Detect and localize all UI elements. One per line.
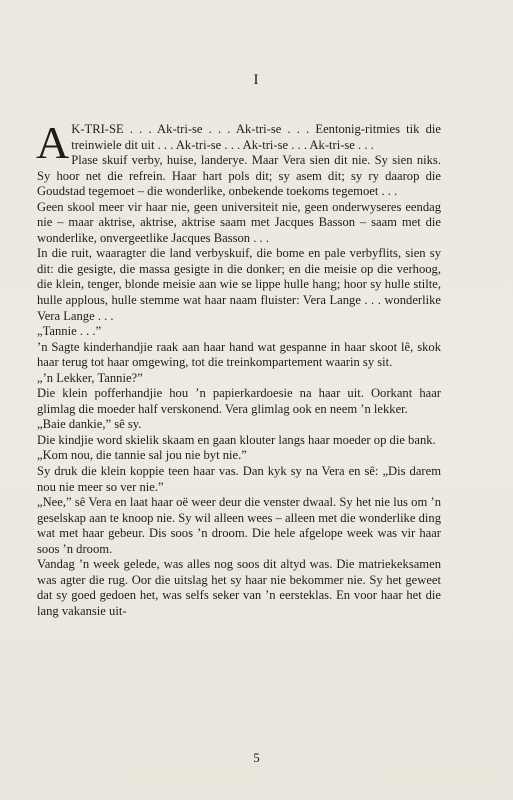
paragraph-8: Die klein pofferhandjie hou ’n papierkardoesie na haar uit. Oorkant haar glimlag die moeder half verskonend. Vera glimlag ook en neem ’n lekker. (37, 386, 441, 416)
paragraph-9: „Baie dankie,” sê sy. (37, 417, 142, 432)
paragraph-6: ’n Sagte kinderhandjie raak aan haar hand wat gespanne in haar skoot lê, skok haar terug tot haar omgewing, tot die treinkompartement waarin sy sit. (37, 339, 441, 370)
paragraph-4: In die ruit, waaragter die land verbyskuif, die bome en pale verbyflits, sien sy dit: die gesigte, die massa gesigte in die donker; en die meisie op die verhoog, die klein, tenger, blonde meisie aan wie se lippe hulle hang; hoor sy hulle stilte, hulle applous, hulle stemme wat haar naam fluister: Vera Lange . . . wonderlike Vera Lange . . . (37, 246, 441, 323)
paragraph-14: Vandag ’n week gelede, was alles nog soos dit altyd was. Die matriekeksamen was agter die rug. Oor die uitslag het sy haar nie bekommer nie. Sy het geweet dat sy goed gedoen het, was selfs seker van ’n eersteklas. En voor haar het die lang vakansie uit- (37, 557, 441, 618)
paragraph-5: „Tannie . . .” (37, 324, 102, 339)
paragraph-1 (36, 117, 441, 168)
paragraph-11: „Kom nou, die tannie sal jou nie byt nie.” (37, 448, 247, 463)
paragraph-10: Die kindjie word skielik skaam en gaan klouter langs haar moeder op die bank. (37, 432, 436, 447)
paragraph-1-text: K-TRI-SE . . . Ak-tri-se . . . Ak-tri-se . . . Eentonig-ritmies tik die treinwiele dit uit . . . Ak-tri-se . . . Ak-tri-se . . . Ak-tri-se . . . (71, 122, 441, 152)
paragraph-12: Sy druk die klein koppie teen haar vas. Dan kyk sy na Vera en sê: „Dis darem nou nie meer so ver nie.” (37, 464, 441, 494)
drop-cap: A (36, 117, 70, 168)
paragraph-3: Geen skool meer vir haar nie, geen universiteit nie, geen onderwyseres eendag nie – maar aktrise, aktrise, aktrise saam met Jacques Basson – saam met die wonderlike, onvergeetlike Jacques Basson . . . (37, 199, 441, 245)
paragraph-7: „’n Lekker, Tannie?” (37, 370, 143, 385)
body-text (36, 117, 441, 620)
paragraph-13: „Nee,” sê Vera en laat haar oë weer deur die venster dwaal. Sy het nie lus om ’n geselskap aan te knoop nie. Sy wil alleen wees – alleen met die wonderlike ding wat met haar gebeur. Dis soos ’n droom. Die hele afgelope week was vir haar soos ’n droom. (37, 495, 441, 556)
page-number: 5 (253, 750, 260, 765)
paragraph-2: Plase skuif verby, huise, landerye. Maar Vera sien dit nie. Sy sien niks. Sy hoor net die refrein. Haar hart pols dit; sy asem dit; sy ry daarop die Goudstad tegemoet – die wonderlike, onbekende toekoms tegemoet . . . (37, 153, 441, 199)
chapter-number: I (253, 72, 260, 88)
